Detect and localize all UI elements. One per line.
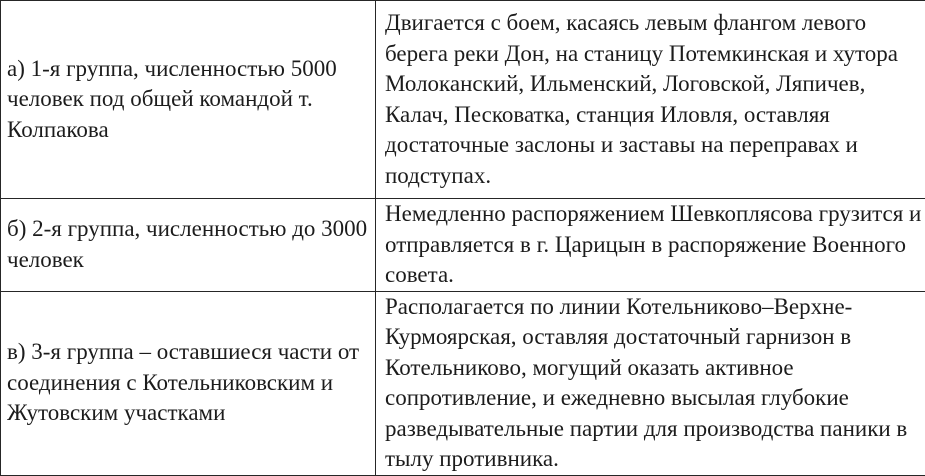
task-2-cell xyxy=(376,199,925,292)
group-1-task: Двигается с боем, касаясь левым флангом левого берега реки Дон, на станицу Потемкинская и хутора Молоканский, Ильменский, Логовской, Ляпичев, Калач, Песковатка, станция Иловля, оставляя достаточные заслоны и заставы на переправах и подступах. xyxy=(385,8,925,191)
group-3-task: Располагается по линии Котельниково–Верхне-Курмоярская, оставляя достаточный гарнизон в Котельниково, могущий оказать активное сопротивление, и ежедневно высылая глубокие разведывательные партии для производства паники в тылу противника. xyxy=(385,292,925,475)
group-3-description: в) 3-я группа – оставшиеся части от соединения с Котельниковским и Жутовским участками xyxy=(7,337,369,429)
table-row-group-3 xyxy=(1,291,925,475)
group-1-cell xyxy=(1,1,376,199)
table-row-group-1 xyxy=(1,1,925,199)
group-1-description: а) 1-я группа, численностью 5000 человек под общей командой т. Колпакова xyxy=(7,54,369,146)
group-3-cell xyxy=(1,291,376,475)
table-row-group-2 xyxy=(1,199,925,292)
group-2-description: б) 2-я группа, численностью до 3000 человек xyxy=(7,214,369,275)
group-2-task: Немедленно распоряжением Шевкоплясова грузится и отправляется в г. Царицын в распоряжение Военного совета. xyxy=(385,199,925,291)
group-2-cell xyxy=(1,199,376,292)
task-3-cell xyxy=(376,291,925,475)
task-1-cell xyxy=(376,1,925,199)
